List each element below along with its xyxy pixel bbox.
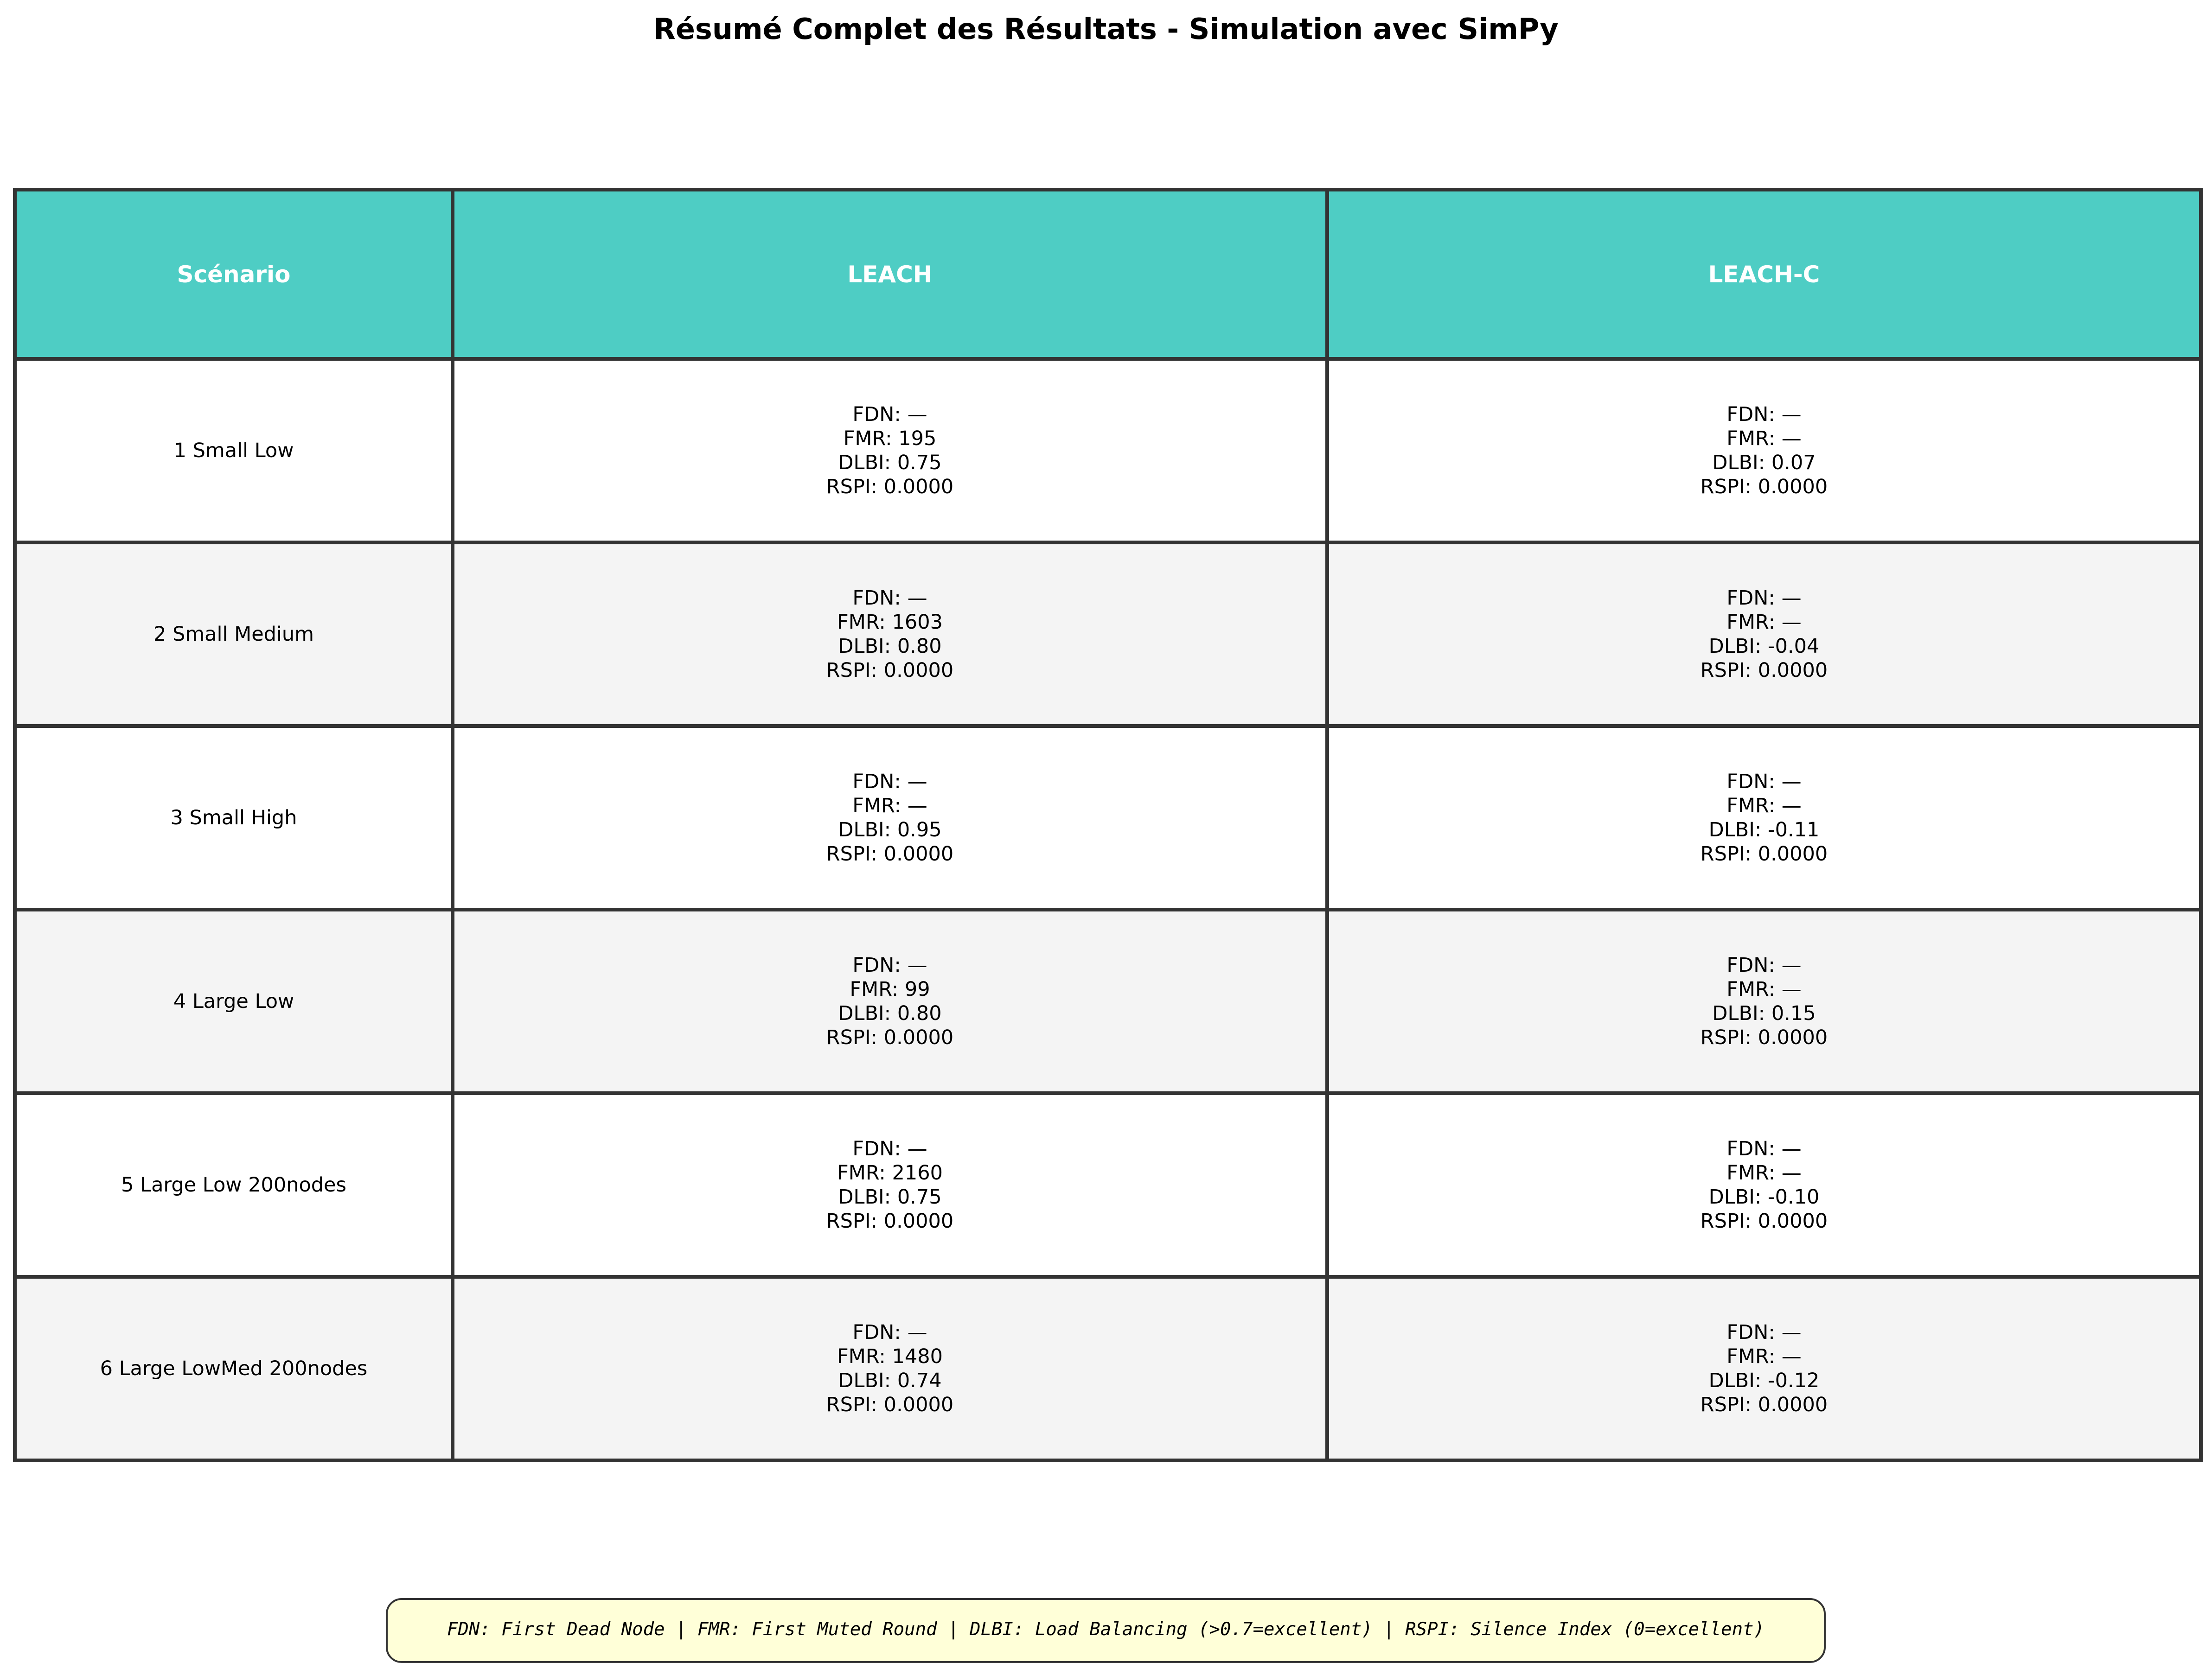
- table-row: [15, 726, 2201, 910]
- metric-fdn: FDN: —: [852, 770, 927, 793]
- leach-metrics-cell: [453, 726, 1327, 910]
- header-leach: LEACH: [453, 190, 1327, 359]
- metric-fdn: FDN: —: [852, 1321, 927, 1344]
- metric-rspi: RSPI: 0.0000: [826, 659, 954, 682]
- scenario-cell: 6 Large LowMed 200nodes: [15, 1277, 453, 1460]
- scenario-cell: 4 Large Low: [15, 910, 453, 1093]
- page-title: Résumé Complet des Résultats - Simulation avec SimPy: [653, 12, 1559, 46]
- scenario-cell: 3 Small High: [15, 726, 453, 910]
- metric-rspi: RSPI: 0.0000: [1700, 842, 1828, 866]
- metric-fmr: FMR: —: [852, 794, 927, 817]
- metric-dlbi: DLBI: 0.80: [838, 1002, 942, 1025]
- table-row: [15, 542, 2201, 726]
- metric-rspi: RSPI: 0.0000: [826, 475, 954, 498]
- metric-rspi: RSPI: 0.0000: [1700, 1210, 1828, 1233]
- metric-dlbi: DLBI: -0.11: [1708, 818, 1820, 841]
- metric-rspi: RSPI: 0.0000: [1700, 659, 1828, 682]
- metric-fdn: FDN: —: [852, 403, 927, 426]
- metric-fdn: FDN: —: [1726, 770, 1802, 793]
- metric-rspi: RSPI: 0.0000: [1700, 1026, 1828, 1049]
- metric-fdn: FDN: —: [1726, 403, 1802, 426]
- leach-c-metrics-cell: [1327, 1093, 2201, 1277]
- leach-c-metrics-cell: [1327, 1277, 2201, 1460]
- scenario-cell: 1 Small Low: [15, 359, 453, 542]
- leach-metrics-cell: [453, 359, 1327, 542]
- metric-dlbi: DLBI: 0.75: [838, 1185, 942, 1209]
- legend-text: FDN: First Dead Node | FMR: First Muted Round | DLBI: Load Balancing (>0.7=excellent) | RSPI: Silence Index (0=excellent): [447, 1619, 1765, 1640]
- metric-dlbi: DLBI: 0.15: [1712, 1002, 1816, 1025]
- metric-dlbi: DLBI: 0.07: [1712, 451, 1816, 474]
- table-row: [15, 1093, 2201, 1277]
- legend-box: [386, 1598, 1826, 1663]
- metric-fdn: FDN: —: [852, 586, 927, 610]
- metric-dlbi: DLBI: 0.95: [838, 818, 942, 841]
- metric-fmr: FMR: —: [1726, 611, 1802, 634]
- leach-c-metrics-cell: [1327, 910, 2201, 1093]
- leach-c-metrics-cell: [1327, 542, 2201, 726]
- metric-fdn: FDN: —: [1726, 1137, 1802, 1160]
- header-scenario: Scénario: [15, 190, 453, 359]
- metric-fdn: FDN: —: [1726, 1321, 1802, 1344]
- table-row: [15, 910, 2201, 1093]
- metric-rspi: RSPI: 0.0000: [1700, 1393, 1828, 1416]
- metric-fmr: FMR: —: [1726, 794, 1802, 817]
- table-row: [15, 1277, 2201, 1460]
- metric-fmr: FMR: —: [1726, 978, 1802, 1001]
- metric-fmr: FMR: —: [1726, 1345, 1802, 1368]
- leach-metrics-cell: [453, 1277, 1327, 1460]
- metric-rspi: RSPI: 0.0000: [826, 1026, 954, 1049]
- metric-rspi: RSPI: 0.0000: [826, 1210, 954, 1233]
- table-header-row: [15, 190, 2201, 359]
- metric-fmr: FMR: —: [1726, 427, 1802, 450]
- metric-dlbi: DLBI: 0.74: [838, 1369, 942, 1392]
- leach-metrics-cell: [453, 1093, 1327, 1277]
- metric-fdn: FDN: —: [1726, 954, 1802, 977]
- metric-dlbi: DLBI: -0.12: [1708, 1369, 1820, 1392]
- leach-metrics-cell: [453, 542, 1327, 726]
- metric-fmr: FMR: 1603: [837, 611, 943, 634]
- metric-rspi: RSPI: 0.0000: [1700, 475, 1828, 498]
- leach-metrics-cell: [453, 910, 1327, 1093]
- metric-rspi: RSPI: 0.0000: [826, 1393, 954, 1416]
- table-row: [15, 359, 2201, 542]
- metric-fmr: FMR: 2160: [837, 1161, 943, 1185]
- scenario-cell: 2 Small Medium: [15, 542, 453, 726]
- metric-fmr: FMR: 99: [850, 978, 930, 1001]
- metric-dlbi: DLBI: 0.75: [838, 451, 942, 474]
- leach-c-metrics-cell: [1327, 726, 2201, 910]
- metric-fmr: FMR: —: [1726, 1161, 1802, 1185]
- header-leach-c: LEACH-C: [1327, 190, 2201, 359]
- metric-fmr: FMR: 1480: [837, 1345, 943, 1368]
- metric-fdn: FDN: —: [1726, 586, 1802, 610]
- metric-rspi: RSPI: 0.0000: [826, 842, 954, 866]
- scenario-cell: 5 Large Low 200nodes: [15, 1093, 453, 1277]
- metric-fdn: FDN: —: [852, 954, 927, 977]
- results-table: [13, 188, 2203, 1462]
- leach-c-metrics-cell: [1327, 359, 2201, 542]
- metric-fdn: FDN: —: [852, 1137, 927, 1160]
- metric-fmr: FMR: 195: [843, 427, 937, 450]
- metric-dlbi: DLBI: -0.04: [1708, 635, 1820, 658]
- table-body: [15, 359, 2201, 1460]
- metric-dlbi: DLBI: -0.10: [1708, 1185, 1820, 1209]
- metric-dlbi: DLBI: 0.80: [838, 635, 942, 658]
